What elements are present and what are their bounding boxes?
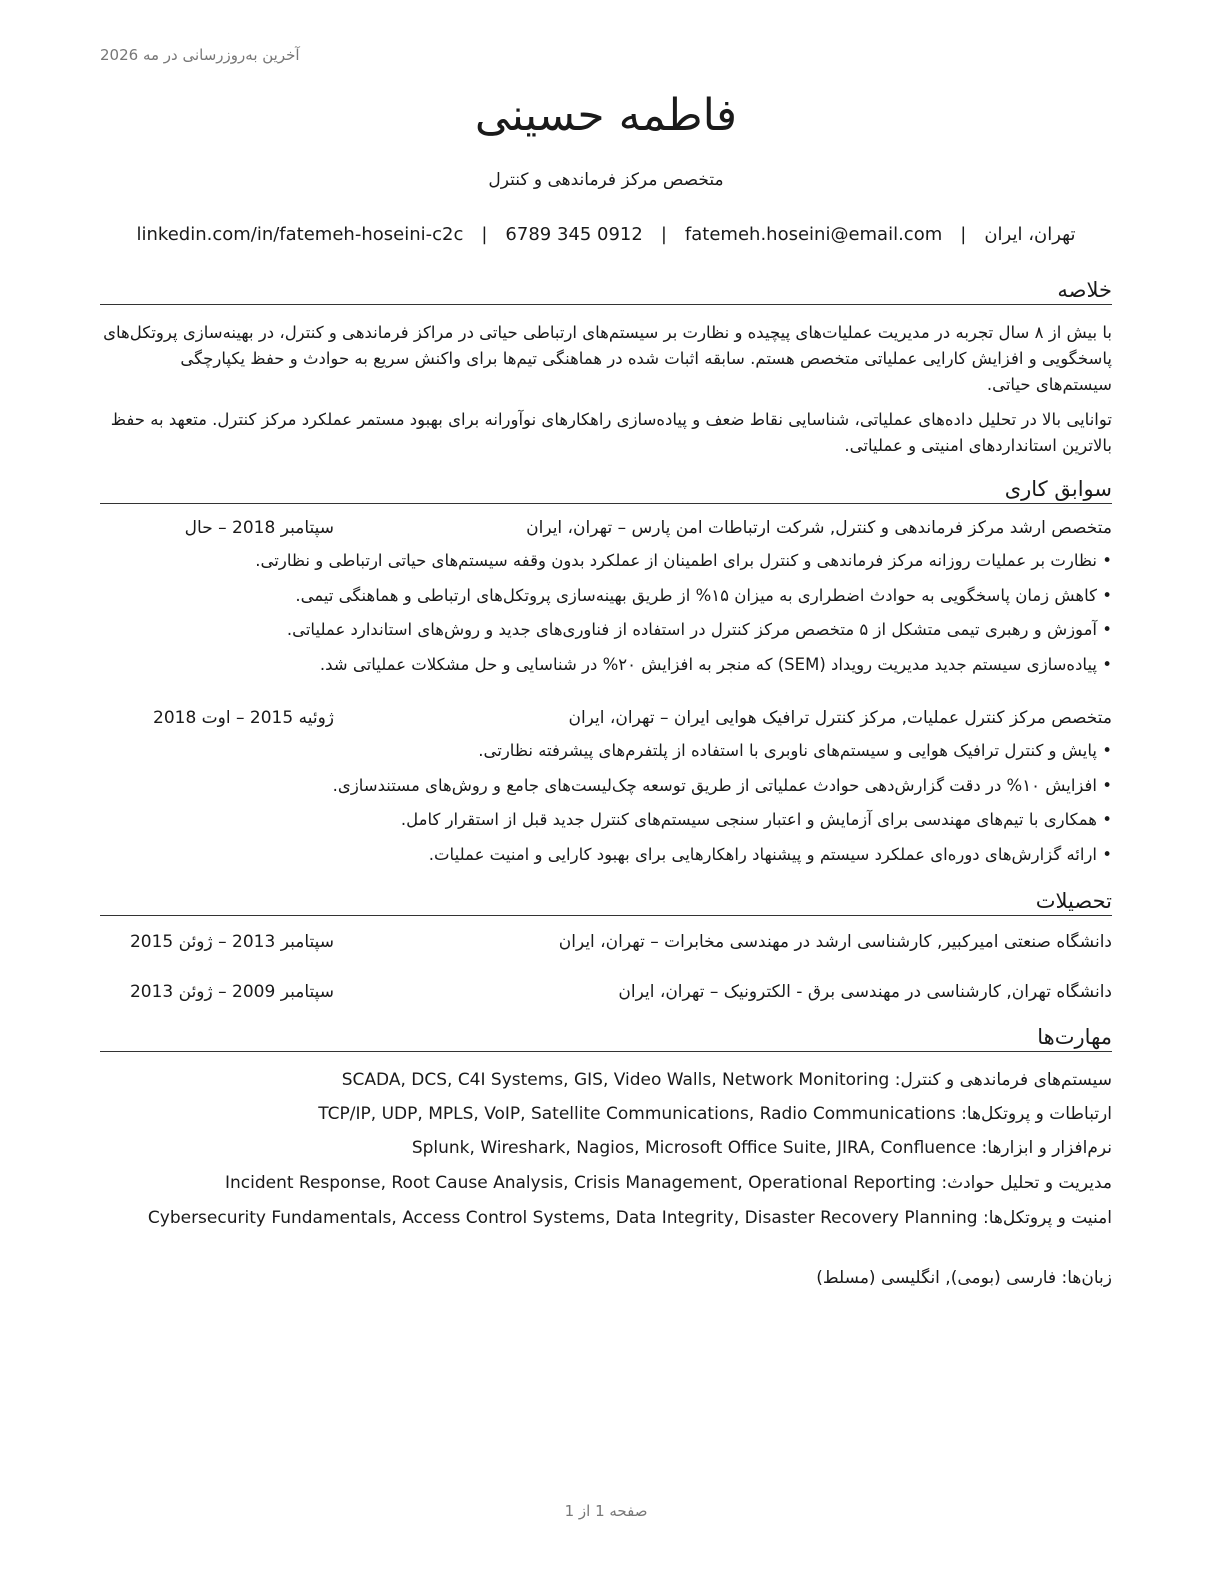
job-title: متخصص ارشد مرکز فرماندهی و کنترل, شرکت ارتباطات امن پارس – تهران، ایران <box>526 518 1112 538</box>
skill-value: TCP/IP, UDP, MPLS, VoIP, Satellite Communications, Radio Communications <box>318 1104 956 1124</box>
skill-label: زبان‌ها: <box>1061 1268 1112 1288</box>
contact-email[interactable]: fatemeh.hoseini@email.com <box>684 224 943 245</box>
education-item <box>100 982 1112 1008</box>
skills-heading: مهارت‌ها <box>100 1024 1112 1052</box>
job-bullets <box>100 738 1112 876</box>
contact-phone[interactable]: 6789 345 0912 <box>505 224 643 245</box>
contact-separator: | <box>960 224 967 245</box>
education-dates: سپتامبر 2009 – ژوئن 2013 <box>129 982 334 1002</box>
skill-line <box>100 1170 1112 1196</box>
skill-label: نرم‌افزار و ابزارها: <box>981 1138 1112 1158</box>
skill-label: ارتباطات و پروتکل‌ها: <box>961 1104 1112 1124</box>
list-item: • ارائه گزارش‌های دوره‌ای عملکرد سیستم و پیشنهاد راهکارهایی برای بهبود کارایی و امنیت عملیات. <box>100 842 1112 877</box>
skill-line <box>100 1067 1112 1093</box>
skill-value: SCADA, DCS, C4I Systems, GIS, Video Walls, Network Monitoring <box>341 1070 890 1090</box>
list-item: • نظارت بر عملیات روزانه مرکز فرماندهی و کنترل برای اطمینان از عملکرد بدون وقفه سیستم‌های حیاتی ارتباطی و نظارتی. <box>100 548 1112 583</box>
education-dates: سپتامبر 2013 – ژوئن 2015 <box>129 932 334 952</box>
list-item: • آموزش و رهبری تیمی متشکل از ۵ متخصص مرکز کنترل در استفاده از فناوری‌های جدید و روش‌های استاندارد عملیاتی. <box>100 617 1112 652</box>
skill-label: سیستم‌های فرماندهی و کنترل: <box>894 1070 1112 1090</box>
contact-linkedin[interactable]: linkedin.com/in/fatemeh-hoseini-c2c <box>136 224 464 245</box>
skill-label: امنیت و پروتکل‌ها: <box>983 1208 1112 1228</box>
list-item: • کاهش زمان پاسخگویی به حوادث اضطراری به میزان ۱۵% از طریق بهینه‌سازی پروتکل‌های ارتباطی و هماهنگی تیمی. <box>100 583 1112 618</box>
summary-paragraph: توانایی بالا در تحلیل داده‌های عملیاتی، شناسایی نقاط ضعف و پیاده‌سازی راهکارهای نوآورانه برای بهبود مستمر عملکرد مرکز کنترل. متعهد به حفظ بالاترین استانداردهای امنیتی و عملیاتی. <box>110 410 1112 455</box>
contact-separator: | <box>481 224 488 245</box>
education-item <box>100 932 1112 958</box>
skill-line <box>100 1205 1112 1231</box>
skill-value: Cybersecurity Fundamentals, Access Control Systems, Data Integrity, Disaster Recovery Planning <box>147 1208 978 1228</box>
skill-value: فارسی (بومی), انگلیسی (مسلط) <box>816 1268 1057 1288</box>
skill-line <box>100 1265 1112 1291</box>
skill-value: Splunk, Wireshark, Nagios, Microsoft Office Suite, JIRA, Confluence <box>411 1138 977 1158</box>
resume-page <box>100 0 1112 1584</box>
contact-separator: | <box>660 224 667 245</box>
skill-label: مدیریت و تحلیل حوادث: <box>941 1173 1112 1193</box>
skill-value: Incident Response, Root Cause Analysis, Crisis Management, Operational Reporting <box>224 1173 936 1193</box>
list-item: • پیاده‌سازی سیستم جدید مدیریت رویداد (SEM) که منجر به افزایش ۲۰% در شناسایی و حل مشکلات عملیاتی شد. <box>100 652 1112 687</box>
job-header <box>100 708 1112 734</box>
summary-paragraph: با بیش از ۸ سال تجربه در مدیریت عملیات‌های پیچیده و نظارت بر سیستم‌های ارتباطی حیاتی در مراکز فرماندهی و کنترل، در بهینه‌سازی پروتکل‌های پاسخگویی و افزایش کارایی عملیاتی متخصص هستم. سابقه اثبات شده در هماهنگی تیم‌ها برای واکنش سریع به حوادث و حفظ یکپارچگی سیستم‌های حیاتی. <box>103 323 1112 394</box>
skill-line <box>100 1101 1112 1127</box>
job-title: متخصص مرکز کنترل عملیات, مرکز کنترل ترافیک هوایی ایران – تهران، ایران <box>568 708 1112 728</box>
education-heading: تحصیلات <box>100 888 1112 916</box>
job-dates: ژوئیه 2015 – اوت 2018 <box>153 708 334 728</box>
list-item: • افزایش ۱۰% در دقت گزارش‌دهی حوادث عملیاتی از طریق توسعه چک‌لیست‌های جامع و روش‌های مستندسازی. <box>100 773 1112 808</box>
job-role: متخصص مرکز فرماندهی و کنترل <box>488 170 724 190</box>
experience-heading: سوابق کاری <box>100 476 1112 504</box>
list-item: • همکاری با تیم‌های مهندسی برای آزمایش و اعتبار سنجی سیستم‌های کنترل جدید قبل از استقرار کامل. <box>100 807 1112 842</box>
contact-location: تهران، ایران <box>984 224 1076 245</box>
list-item: • پایش و کنترل ترافیک هوایی و سیستم‌های ناوبری با استفاده از پلتفرم‌های پیشرفته نظارتی. <box>100 738 1112 773</box>
job-header <box>100 518 1112 544</box>
job-dates: سپتامبر 2018 – حال <box>184 518 334 538</box>
person-name: فاطمه حسینی <box>474 90 738 141</box>
job-bullets <box>100 548 1112 686</box>
contact-line <box>100 224 1112 245</box>
education-title: دانشگاه تهران, کارشناسی در مهندسی برق - الکترونیک – تهران، ایران <box>618 982 1112 1002</box>
summary-heading: خلاصه <box>100 277 1112 305</box>
skill-line <box>100 1135 1112 1161</box>
page-number: صفحه 1 از 1 <box>564 1502 648 1520</box>
education-title: دانشگاه صنعتی امیرکبیر, کارشناسی ارشد در مهندسی مخابرات – تهران، ایران <box>558 932 1112 952</box>
last-updated: آخرین به‌روزرسانی در مه 2026 <box>100 46 300 64</box>
